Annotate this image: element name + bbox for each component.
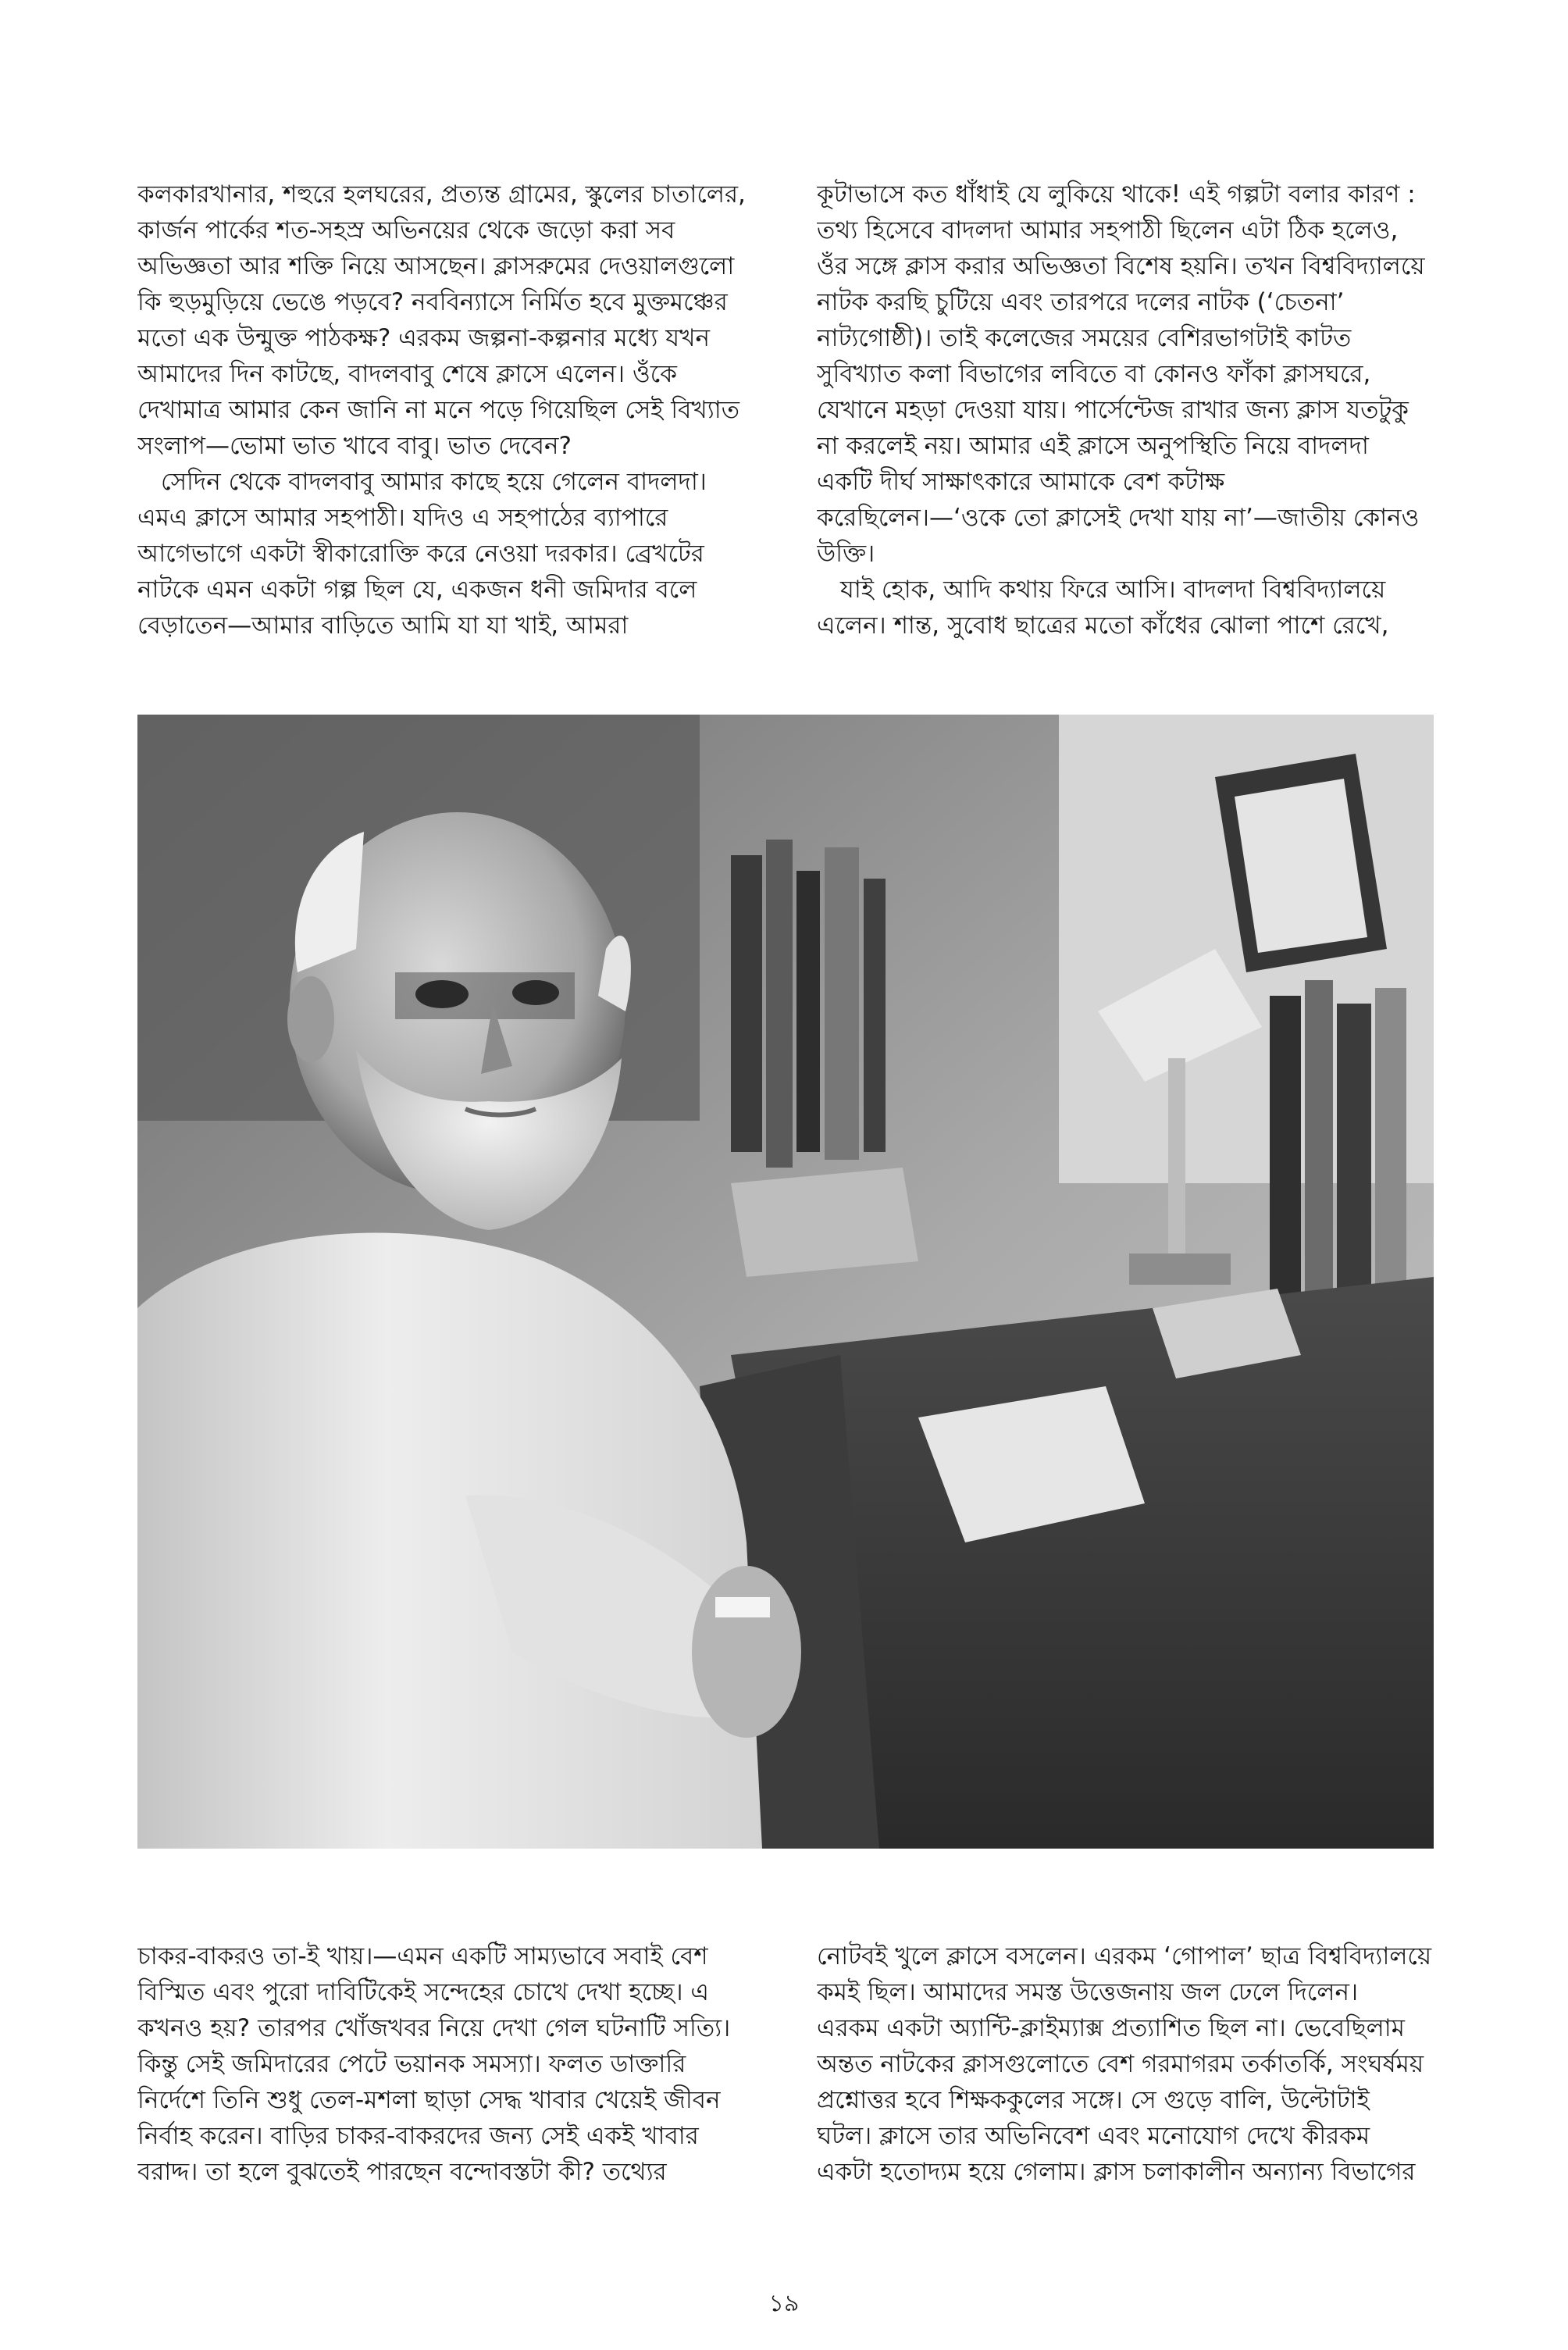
- text-line: এমএ ক্লাসে আমার সহপাঠী। যদিও এ সহপাঠের ব্যাপারে: [137, 504, 668, 532]
- bottom-left-column: [137, 1938, 787, 2266]
- text-line: বেড়াতেন—আমার বাড়িতে আমি যা যা খাই, আমরা: [137, 612, 629, 640]
- text-line: একটি দীর্ঘ সাক্ষাৎকারে আমাকে বেশ কটাক্ষ: [817, 468, 1225, 496]
- text-line: প্রশ্নোত্তর হবে শিক্ষককুলের সঙ্গে। সে গুড়ে বালি, উল্টোটাই: [817, 2086, 1370, 2114]
- text-line: কখনও হয়? তারপর খোঁজখবর নিয়ে দেখা গেল ঘটনাটি সত্যি।: [137, 2014, 731, 2042]
- text-line: কলকারখানার, শহুরে হলঘরের, প্রত্যন্ত গ্রামের, স্কুলের চাতালের,: [137, 180, 746, 209]
- text-line: বরাদ্দ। তা হলে বুঝতেই পারছেন বন্দোবস্তটা কী? তথ্যের: [137, 2158, 667, 2186]
- top-right-column: [817, 177, 1466, 645]
- text-line: মতো এক উন্মুক্ত পাঠকক্ষ? এরকম জল্পনা-কল্পনার মধ্যে যখন: [137, 324, 710, 352]
- text-line: নির্বাহ করেন। বাড়ির চাকর-বাকরদের জন্য সেই একই খাবার: [137, 2122, 699, 2150]
- text-line: নির্দেশে তিনি শুধু তেল-মশলা ছাড়া সেদ্ধ খাবার খেয়েই জীবন: [137, 2086, 721, 2114]
- text-line: না করলেই নয়। আমার এই ক্লাসে অনুপস্থিতি নিয়ে বাদলদা: [817, 432, 1369, 460]
- top-left-column: [137, 177, 787, 645]
- text-line: তথ্য হিসেবে বাদলদা আমার সহপাঠী ছিলেন এটা ঠিক হলেও,: [817, 216, 1399, 244]
- text-line: কমই ছিল। আমাদের সমস্ত উত্তেজনায় জল ঢেলে দিলেন।: [817, 1978, 1359, 2006]
- text-line: নাটকে এমন একটা গল্প ছিল যে, একজন ধনী জমিদার বলে: [137, 576, 697, 604]
- text-line: সুবিখ্যাত কলা বিভাগের লবিতে বা কোনও ফাঁকা ক্লাসঘরে,: [817, 360, 1371, 388]
- page-number: ১৯: [768, 2290, 800, 2317]
- text-line: করেছিলেন।—‘ওকে তো ক্লাসেই দেখা যায় না’—জাতীয় কোনও: [817, 504, 1420, 532]
- text-line: যেখানে মহড়া দেওয়া যায়। পার্সেন্টেজ রাখার জন্য ক্লাস যতটুকু: [817, 396, 1409, 424]
- text-line: চাকর-বাকরও তা-ই খায়।—এমন একটি সাম্যভাবে সবাই বেশ: [137, 1942, 708, 1970]
- text-line: নাটক করছি চুটিয়ে এবং তারপরে দলের নাটক (‘চেতনা’: [817, 288, 1345, 316]
- text-line: বিস্মিত এবং পুরো দাবিটিকেই সন্দেহের চোখে দেখা হচ্ছে। এ: [137, 1978, 710, 2006]
- text-line: উক্তি।: [817, 540, 875, 568]
- text-line: নাট্যগোষ্ঠী)। তাই কলেজের সময়ের বেশিরভাগটাই কাটত: [817, 324, 1352, 352]
- text-line: কূটাভাসে কত ধাঁধাই যে লুকিয়ে থাকে! এই গল্পটা বলার কারণ :: [817, 180, 1416, 209]
- text-line: কি হুড়মুড়িয়ে ভেঙে পড়বে? নববিন্যাসে নির্মিত হবে মুক্তমঞ্চের: [137, 288, 728, 316]
- text-line: অভিজ্ঞতা আর শক্তি নিয়ে আসছেন। ক্লাসরুমের দেওয়ালগুলো: [137, 252, 735, 280]
- text-line: অন্তত নাটকের ক্লাসগুলোতে বেশ গরমাগরম তর্কাতর্কি, সংঘর্ষময়: [817, 2050, 1424, 2078]
- text-line: ঘটল। ক্লাসে তার অভিনিবেশ এবং মনোযোগ দেখে কীরকম: [817, 2122, 1370, 2150]
- text-line: আমাদের দিন কাটছে, বাদলবাবু শেষে ক্লাসে এলেন। ওঁকে: [137, 360, 677, 388]
- text-line: একটা হতোদ্যম হয়ে গেলাম। ক্লাস চলাকালীন অন্যান্য বিভাগের: [817, 2158, 1416, 2186]
- text-line: যাই হোক, আদি কথায় ফিরে আসি। বাদলদা বিশ্ববিদ্যালয়ে: [840, 576, 1386, 604]
- text-line: এলেন। শান্ত, সুবোধ ছাত্রের মতো কাঁধের ঝোলা পাশে রেখে,: [817, 612, 1389, 640]
- text-line: কিন্তু সেই জমিদারের পেটে ভয়ানক সমস্যা। ফলত ডাক্তারি: [137, 2050, 686, 2078]
- text-line: নোটবই খুলে ক্লাসে বসলেন। এরকম ‘গোপাল’ ছাত্র বিশ্ববিদ্যালয়ে: [817, 1942, 1432, 1970]
- text-line: দেখামাত্র আমার কেন জানি না মনে পড়ে গিয়েছিল সেই বিখ্যাত: [137, 396, 740, 424]
- text-line: আগেভাগে একটা স্বীকারোক্তি করে নেওয়া দরকার। ব্রেখটের: [137, 540, 704, 568]
- text-line: এরকম একটা অ্যান্টি-ক্লাইম্যাক্স প্রত্যাশিত ছিল না। ভেবেছিলাম: [817, 2014, 1405, 2042]
- text-line: সেদিন থেকে বাদলবাবু আমার কাছে হয়ে গেলেন বাদলদা।: [161, 468, 707, 496]
- bottom-right-column: [817, 1938, 1466, 2266]
- text-line: কার্জন পার্কের শত-সহস্র অভিনয়ের থেকে জড়ো করা সব: [137, 216, 675, 244]
- portrait-photo: [137, 715, 1434, 1849]
- text-line: সংলাপ—ভোমা ভাত খাবে বাবু। ভাত দেবেন?: [137, 432, 572, 460]
- text-line: ওঁর সঙ্গে ক্লাস করার অভিজ্ঞতা বিশেষ হয়নি। তখন বিশ্ববিদ্যালয়ে: [817, 252, 1425, 280]
